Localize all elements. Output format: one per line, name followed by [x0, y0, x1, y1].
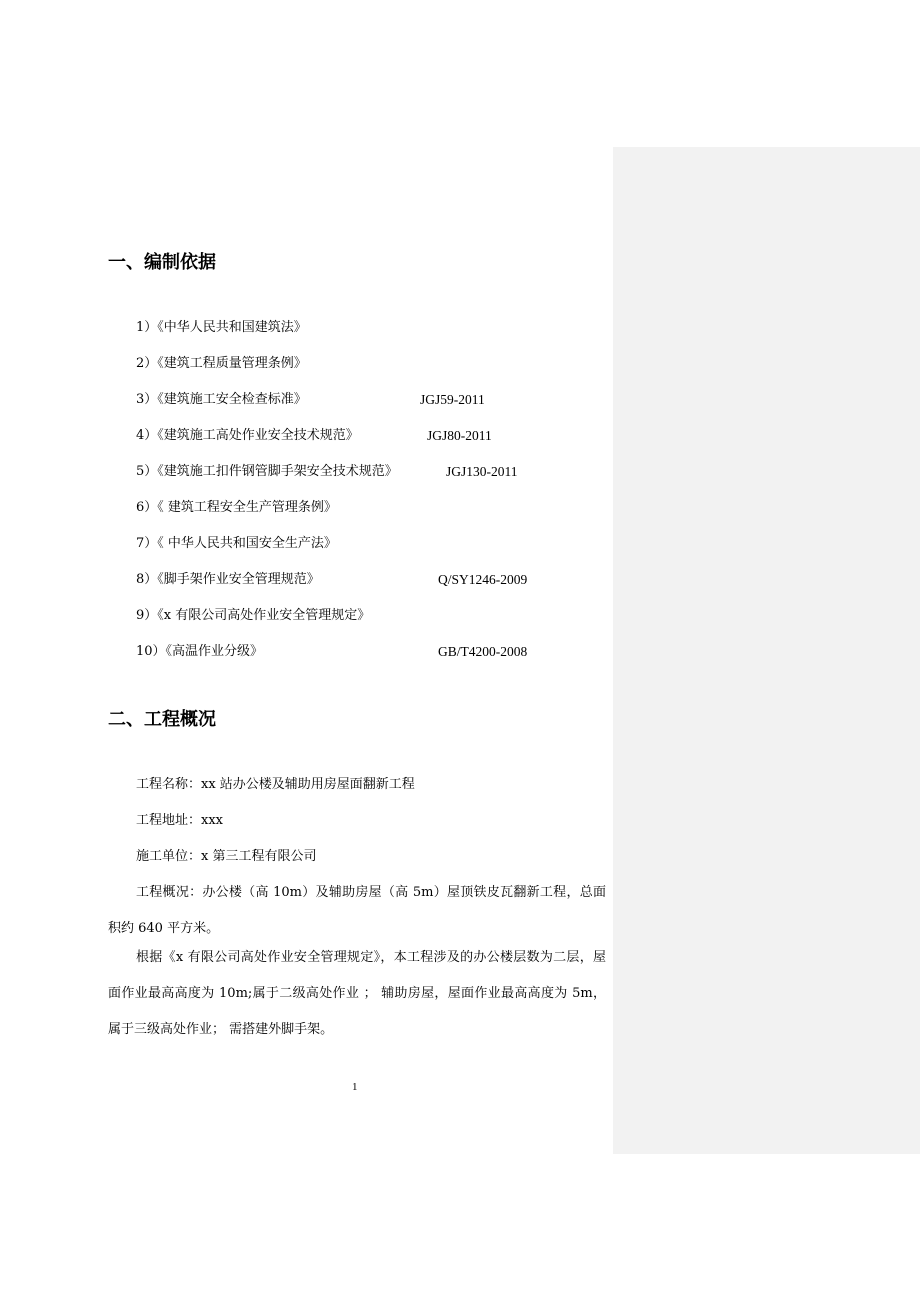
height-classification: 根据《x 有限公司高处作业安全管理规定》，本工程涉及的办公楼层数为二层，屋面作业最高高度为 10m;属于二级高处作业 ； 辅助房屋，屋面作业最高高度为 5m，属于三级高处作业； 需搭建外脚手架。: [108, 950, 606, 1037]
reference-title: 8）《脚手架作业安全管理规范》: [136, 572, 320, 587]
reference-title: 7）《 中华人民共和国安全生产法》: [136, 536, 337, 551]
reference-item: [136, 534, 606, 570]
reference-title: 5）《建筑施工扣件钢管脚手架安全技术规范》: [136, 464, 398, 479]
project-summary: 工程概况：办公楼（高 10m）及辅助房屋（高 5m）屋顶铁皮瓦翻新工程，总面积约 640 平方米。: [108, 885, 606, 936]
reference-item: [136, 462, 606, 498]
reference-list: [136, 318, 606, 678]
reference-code: JGJ59-2011: [420, 392, 485, 407]
reference-title: 2）《建筑工程质量管理条例》: [136, 356, 307, 371]
reference-item: [136, 498, 606, 534]
reference-item: [136, 318, 606, 354]
project-name: 工程名称：xx 站办公楼及辅助用房屋面翻新工程: [136, 777, 415, 792]
reference-item: [136, 354, 606, 390]
reference-title: 6）《 建筑工程安全生产管理条例》: [136, 500, 337, 515]
reference-item: [136, 426, 606, 462]
reference-code: JGJ130-2011: [446, 464, 518, 479]
reference-title: 10）《高温作业分级》: [136, 644, 264, 659]
reference-code: Q/SY1246-2009: [438, 572, 528, 587]
reference-title: 3）《建筑施工安全检查标准》: [136, 392, 307, 407]
comment-pane: [613, 147, 920, 1154]
project-overview: [108, 774, 606, 1048]
project-address: 工程地址：xxx: [136, 813, 223, 828]
reference-item: [136, 570, 606, 606]
reference-item: [136, 390, 606, 426]
reference-title: 9）《x 有限公司高处作业安全管理规定》: [136, 608, 371, 623]
section-heading-basis: 一、编制依据: [108, 252, 216, 273]
reference-title: 4）《建筑施工高处作业安全技术规范》: [136, 428, 359, 443]
contractor: 施工单位：x 第三工程有限公司: [136, 849, 317, 864]
reference-title: 1）《中华人民共和国建筑法》: [136, 320, 307, 335]
reference-item: [136, 606, 606, 642]
reference-item: [136, 642, 606, 678]
page-number: 1: [352, 1081, 358, 1093]
reference-code: GB/T4200-2008: [438, 644, 528, 659]
section-heading-overview: 二、工程概况: [108, 709, 216, 730]
reference-code: JGJ80-2011: [427, 428, 492, 443]
